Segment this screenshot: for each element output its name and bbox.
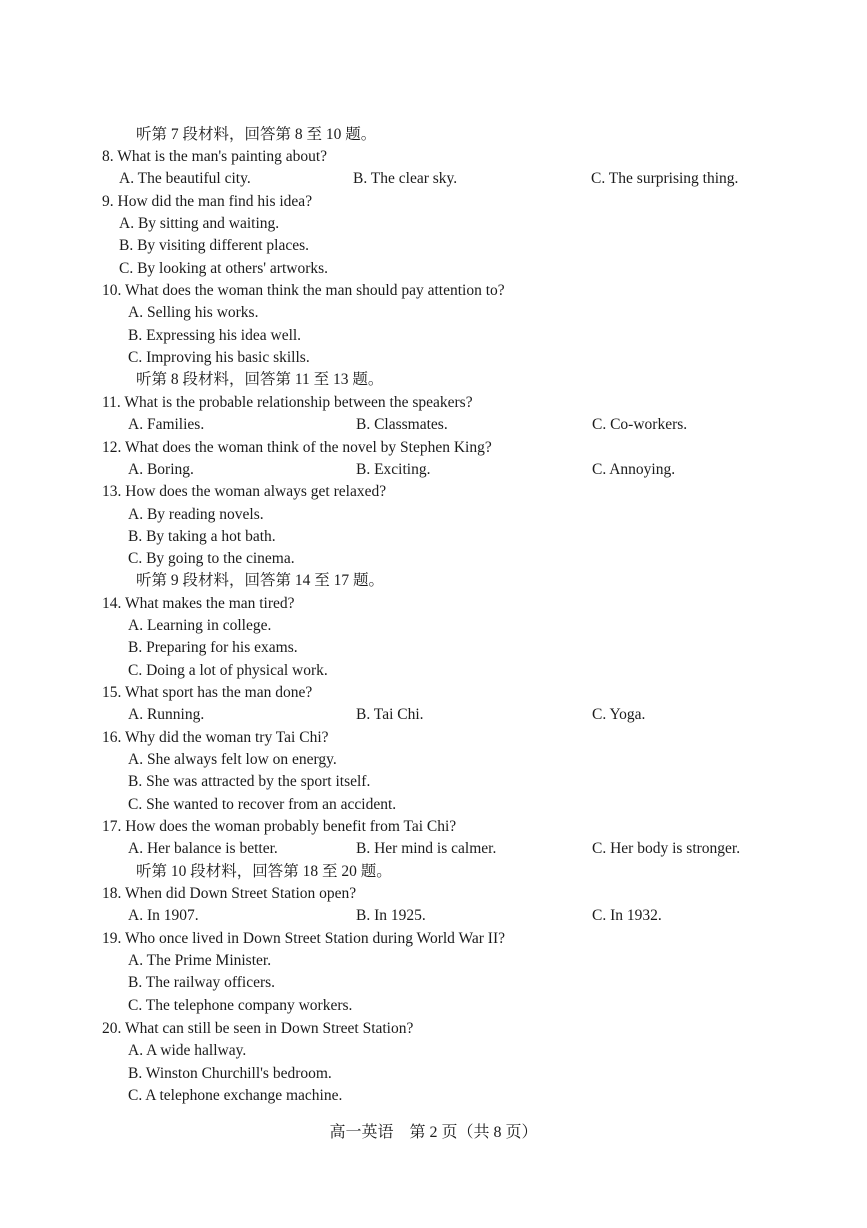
question-17-options bbox=[0, 838, 867, 860]
section-heading bbox=[0, 861, 867, 883]
section-heading bbox=[0, 570, 867, 592]
option-a: A. Boring. bbox=[128, 461, 194, 478]
text-line: C. A telephone exchange machine. bbox=[128, 1087, 343, 1104]
question-19-stem bbox=[0, 928, 867, 950]
question-9-option-a bbox=[0, 213, 867, 235]
text-line: 听第 7 段材料，回答第 8 至 10 题。 bbox=[136, 126, 377, 143]
text-line: C. Doing a lot of physical work. bbox=[128, 662, 328, 679]
text-line: A. Selling his works. bbox=[128, 304, 259, 321]
text-line: 12. What does the woman think of the novel by Stephen King? bbox=[102, 439, 492, 456]
question-10-option-c bbox=[0, 347, 867, 369]
question-18-options bbox=[0, 905, 867, 927]
question-19-option-b bbox=[0, 972, 867, 994]
text-line: C. Improving his basic skills. bbox=[128, 349, 310, 366]
text-line: 14. What makes the man tired? bbox=[102, 595, 295, 612]
text-line: 11. What is the probable relationship between the speakers? bbox=[102, 394, 473, 411]
question-12-options bbox=[0, 459, 867, 481]
question-20-stem bbox=[0, 1018, 867, 1040]
text-line: A. She always felt low on energy. bbox=[128, 751, 337, 768]
question-9-option-b bbox=[0, 235, 867, 257]
question-20-option-a bbox=[0, 1040, 867, 1062]
option-b: B. Her mind is calmer. bbox=[356, 840, 497, 857]
text-line: 10. What does the woman think the man should pay attention to? bbox=[102, 282, 505, 299]
question-14-option-c bbox=[0, 660, 867, 682]
page-footer: 高一英语 第 2 页（共 8 页） bbox=[329, 1124, 538, 1141]
text-line: 13. How does the woman always get relaxed? bbox=[102, 483, 387, 500]
question-10-option-a bbox=[0, 302, 867, 324]
text-line: B. She was attracted by the sport itself. bbox=[128, 773, 371, 790]
text-line: 听第 8 段材料，回答第 11 至 13 题。 bbox=[136, 371, 384, 388]
option-a: A. Running. bbox=[128, 706, 205, 723]
text-line: 20. What can still be seen in Down Street Station? bbox=[102, 1020, 414, 1037]
text-line: 16. Why did the woman try Tai Chi? bbox=[102, 729, 329, 746]
text-line: A. By sitting and waiting. bbox=[119, 215, 280, 232]
question-16-option-c bbox=[0, 794, 867, 816]
question-16-option-a bbox=[0, 749, 867, 771]
question-16-stem bbox=[0, 727, 867, 749]
text-line: B. By visiting different places. bbox=[119, 237, 309, 254]
question-14-option-a bbox=[0, 615, 867, 637]
text-line: 听第 10 段材料，回答第 18 至 20 题。 bbox=[136, 863, 392, 880]
text-line: 9. How did the man find his idea? bbox=[102, 193, 313, 210]
question-18-stem bbox=[0, 883, 867, 905]
option-c: C. In 1932. bbox=[592, 907, 662, 924]
text-line: B. Winston Churchill's bedroom. bbox=[128, 1065, 332, 1082]
question-13-option-c bbox=[0, 548, 867, 570]
question-8-options bbox=[0, 168, 867, 190]
text-line: 15. What sport has the man done? bbox=[102, 684, 313, 701]
question-19-option-a bbox=[0, 950, 867, 972]
option-c: C. Her body is stronger. bbox=[592, 840, 741, 857]
option-b: B. Classmates. bbox=[356, 416, 448, 433]
option-a: A. In 1907. bbox=[128, 907, 199, 924]
option-b: B. Exciting. bbox=[356, 461, 431, 478]
section-heading bbox=[0, 124, 867, 146]
text-line: B. The railway officers. bbox=[128, 974, 276, 991]
question-11-stem bbox=[0, 392, 867, 414]
question-14-stem bbox=[0, 593, 867, 615]
option-c: C. The surprising thing. bbox=[591, 170, 739, 187]
question-20-option-b bbox=[0, 1063, 867, 1085]
question-9-stem bbox=[0, 191, 867, 213]
text-line: 18. When did Down Street Station open? bbox=[102, 885, 357, 902]
option-c: C. Yoga. bbox=[592, 706, 646, 723]
option-b: B. The clear sky. bbox=[353, 170, 458, 187]
question-11-options bbox=[0, 414, 867, 436]
option-a: A. The beautiful city. bbox=[119, 170, 251, 187]
option-a: A. Her balance is better. bbox=[128, 840, 278, 857]
text-line: A. Learning in college. bbox=[128, 617, 272, 634]
text-line: B. By taking a hot bath. bbox=[128, 528, 276, 545]
text-line: 听第 9 段材料，回答第 14 至 17 题。 bbox=[136, 572, 385, 589]
question-8-stem bbox=[0, 146, 867, 168]
question-13-option-b bbox=[0, 526, 867, 548]
question-19-option-c bbox=[0, 995, 867, 1017]
text-line: A. The Prime Minister. bbox=[128, 952, 272, 969]
question-10-stem bbox=[0, 280, 867, 302]
question-15-stem bbox=[0, 682, 867, 704]
text-line: 19. Who once lived in Down Street Station during World War II? bbox=[102, 930, 506, 947]
question-16-option-b bbox=[0, 771, 867, 793]
text-line: C. By going to the cinema. bbox=[128, 550, 295, 567]
question-13-option-a bbox=[0, 504, 867, 526]
question-9-option-c bbox=[0, 258, 867, 280]
option-c: C. Co-workers. bbox=[592, 416, 688, 433]
question-17-stem bbox=[0, 816, 867, 838]
question-12-stem bbox=[0, 437, 867, 459]
option-b: B. Tai Chi. bbox=[356, 706, 424, 723]
question-15-options bbox=[0, 704, 867, 726]
text-line: B. Expressing his idea well. bbox=[128, 327, 302, 344]
text-line: C. She wanted to recover from an accident. bbox=[128, 796, 397, 813]
option-a: A. Families. bbox=[128, 416, 205, 433]
section-heading bbox=[0, 369, 867, 391]
question-13-stem bbox=[0, 481, 867, 503]
text-line: C. The telephone company workers. bbox=[128, 997, 353, 1014]
option-c: C. Annoying. bbox=[592, 461, 676, 478]
question-10-option-b bbox=[0, 325, 867, 347]
question-20-option-c bbox=[0, 1085, 867, 1107]
text-line: B. Preparing for his exams. bbox=[128, 639, 298, 656]
text-line: A. By reading novels. bbox=[128, 506, 264, 523]
option-b: B. In 1925. bbox=[356, 907, 426, 924]
text-line: C. By looking at others' artworks. bbox=[119, 260, 329, 277]
text-line: 8. What is the man's painting about? bbox=[102, 148, 328, 165]
text-line: A. A wide hallway. bbox=[128, 1042, 247, 1059]
text-line: 17. How does the woman probably benefit from Tai Chi? bbox=[102, 818, 457, 835]
question-14-option-b bbox=[0, 637, 867, 659]
